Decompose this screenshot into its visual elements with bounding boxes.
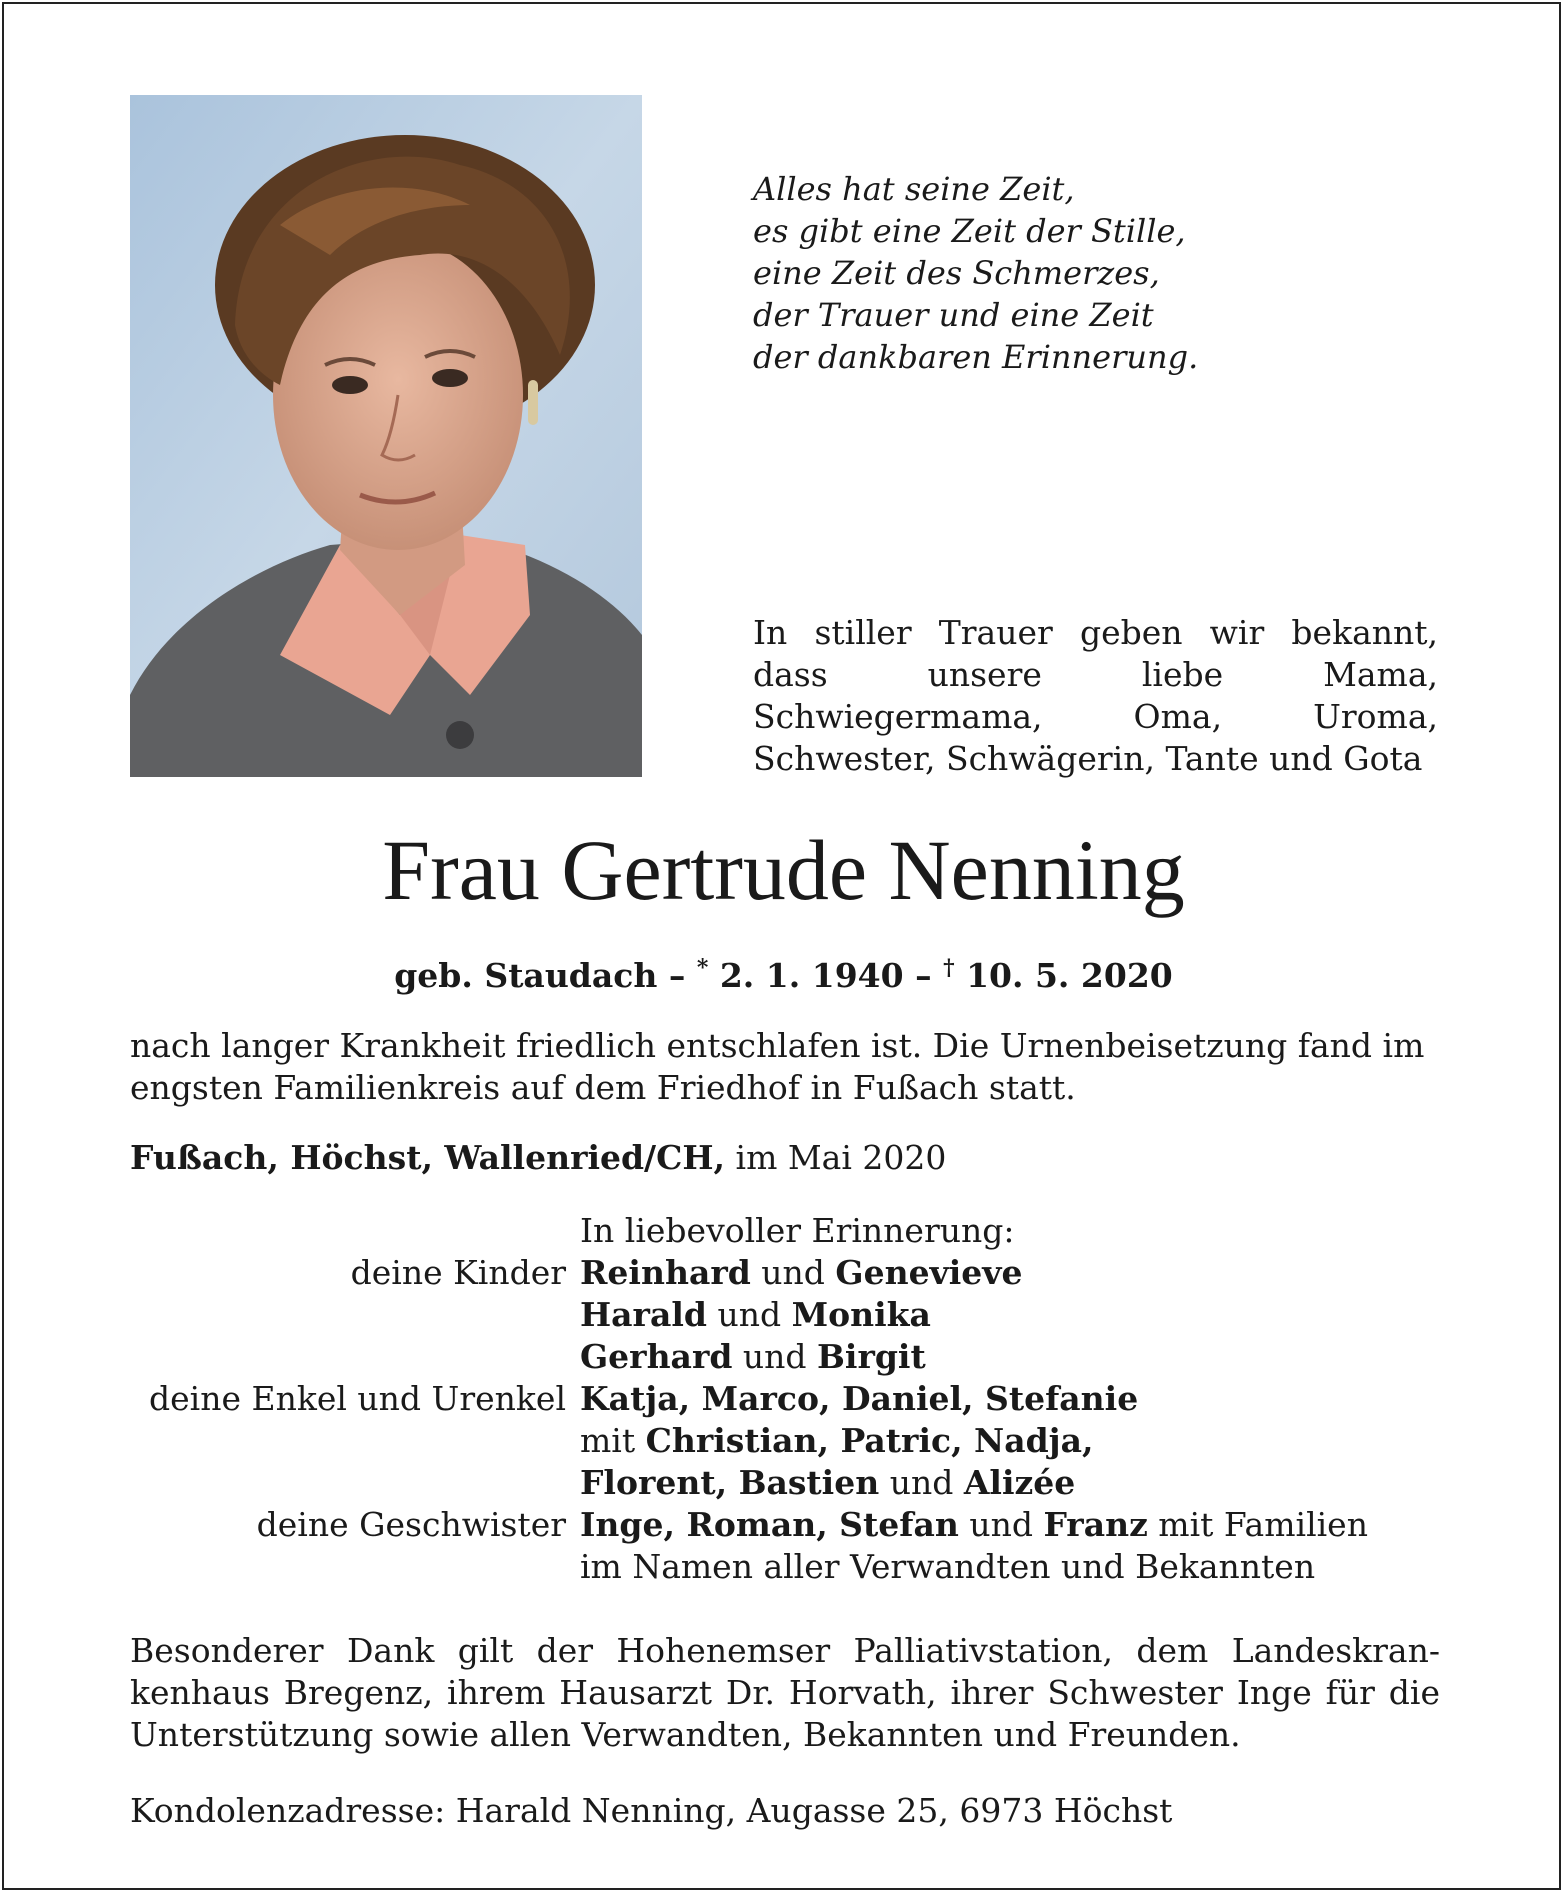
sibling-names: Inge, Roman, Stefan — [580, 1505, 959, 1544]
portrait-photo — [130, 95, 642, 777]
condolence-address: Kondolenzadresse: Harald Nenning, Augasse 25, 6973 Höchst — [130, 1791, 1173, 1830]
enkel-label: deine Enkel und Urenkel — [149, 1379, 566, 1418]
kinder-label: deine Kinder — [350, 1253, 566, 1292]
death-symbol: † — [943, 955, 955, 981]
deceased-name: Frau Gertrude Nenning — [382, 822, 1185, 918]
family-heading: In liebevoller Erinnerung: — [580, 1211, 1015, 1250]
und: und — [732, 1337, 818, 1376]
place-date — [130, 1137, 1440, 1179]
family-row — [130, 1252, 1450, 1294]
family-row — [130, 1504, 1450, 1546]
announcement-body: nach langer Krankheit friedlich entschlafen ist. Die Urnenbeisetzung fand im engsten Familienkreis auf dem Friedhof in Fußach statt. — [130, 1026, 1425, 1107]
poem-line: es gibt eine Zeit der Stille, — [753, 212, 1186, 250]
und: und — [706, 1295, 792, 1334]
poem-line: Alles hat seine Zeit, — [753, 170, 1075, 208]
geschwister-label: deine Geschwister — [256, 1505, 566, 1544]
family-row — [130, 1462, 1450, 1504]
family-row — [130, 1546, 1450, 1588]
child-name: Gerhard — [580, 1337, 733, 1376]
birth-death-dates — [0, 948, 1567, 996]
und: und — [958, 1505, 1044, 1544]
dash: – — [903, 956, 944, 995]
poem-line: der Trauer und eine Zeit — [753, 296, 1154, 334]
greatgrandchildren-names: Florent, Bastien — [580, 1463, 880, 1502]
poem-line: der dankbaren Erinnerung. — [753, 338, 1199, 376]
birth-symbol: * — [696, 955, 709, 981]
family-heading-row — [130, 1210, 1450, 1252]
poem-line: eine Zeit des Schmerzes, — [753, 254, 1160, 292]
date: im Mai 2020 — [725, 1138, 947, 1177]
mit: mit — [580, 1421, 646, 1460]
und: und — [879, 1463, 964, 1502]
places: Fußach, Höchst, Wallenried/CH, — [130, 1138, 726, 1177]
grandchildren-names: Katja, Marco, Daniel, Stefanie — [580, 1379, 1139, 1418]
child-name: Reinhard — [580, 1253, 751, 1292]
family-row — [130, 1378, 1450, 1420]
greatgrandchild-name: Alizée — [963, 1463, 1076, 1502]
family-row — [130, 1420, 1450, 1462]
announcement-intro: In stiller Trauer geben wir bekannt, dass unsere liebe Mama, Schwiegermama, Oma, Uroma, Schwester, Schwägerin, Tante und Gota — [753, 613, 1438, 778]
child-name: Harald — [580, 1295, 707, 1334]
poem — [753, 168, 1433, 378]
sibling-name: Franz — [1043, 1505, 1148, 1544]
und: und — [750, 1253, 836, 1292]
family-list — [130, 1210, 1450, 1588]
relatives-line: im Namen aller Verwandten und Bekannten — [580, 1547, 1316, 1586]
maiden-name: geb. Staudach — [394, 956, 658, 995]
family-row — [130, 1336, 1450, 1378]
partner-name: Birgit — [817, 1337, 926, 1376]
thanks-paragraph: Besonderer Dank gilt der Hohenemser Palliativstation, dem Landeskrankenhaus Bregenz, ihrem Hausarzt Dr. Horvath, ihrer Schwester Inge für die Unterstützung sowie allen Verwandten, Bekannten und Freunden. — [130, 1631, 1440, 1754]
partner-name: Genevieve — [835, 1253, 1023, 1292]
dash: – — [657, 956, 697, 995]
birth-date: 2. 1. 1940 — [708, 956, 904, 995]
family-row — [130, 1294, 1450, 1336]
partner-names: Christian, Patric, Nadja, — [645, 1421, 1094, 1460]
partner-name: Monika — [791, 1295, 931, 1334]
death-date: 10. 5. 2020 — [954, 956, 1173, 995]
mit-familien: mit Familien — [1147, 1505, 1368, 1544]
